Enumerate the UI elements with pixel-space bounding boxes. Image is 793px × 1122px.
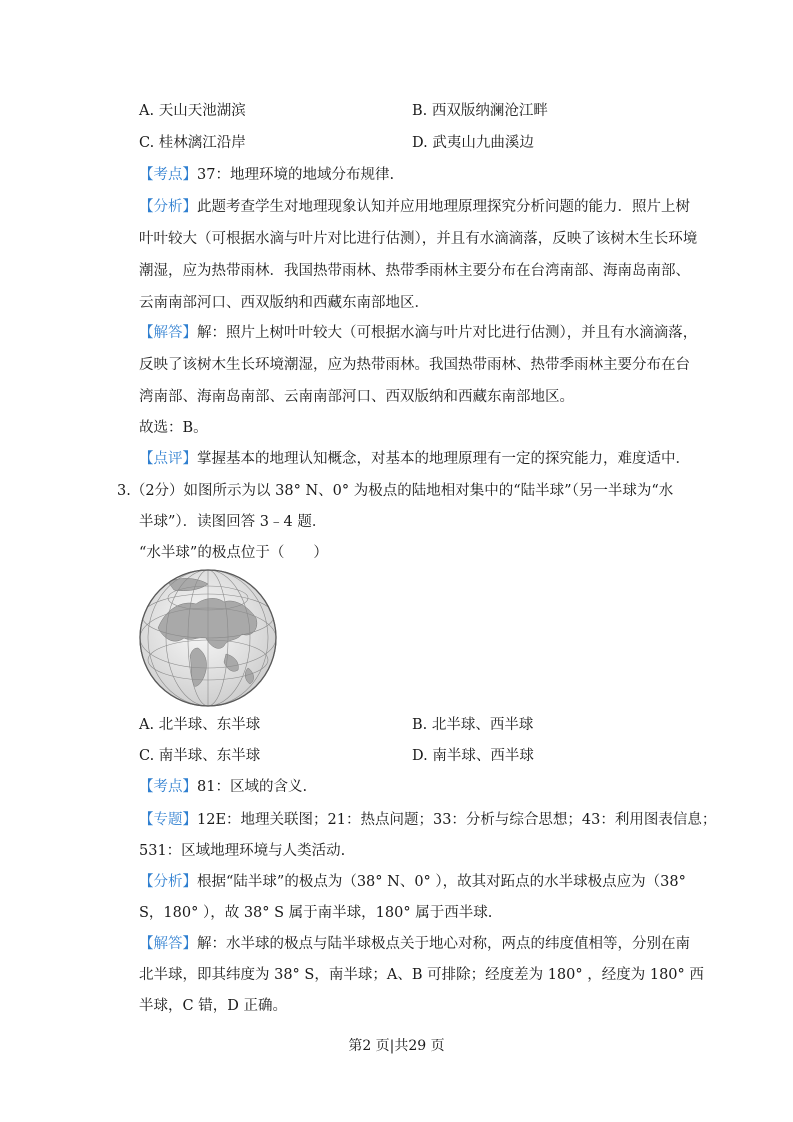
q3-option-d: D. 南半球、西半球 (412, 748, 534, 764)
jieda-tag: 【解答】 (139, 325, 197, 341)
globe-hemisphere-figure (138, 568, 278, 708)
q2-fenxi-line: 云南南部河口、西双版纳和西藏东南部地区． (139, 295, 429, 311)
dianping-tag: 【点评】 (139, 451, 197, 467)
kaodian-tag: 【考点】 (139, 167, 197, 183)
q2-jieda: 【解答】解：照片上树叶叶较大（可根据水滴与叶片对比进行估测），并且有水滴滴落， (139, 325, 698, 341)
q3-zhuanti-line: 531：区域地理环境与人类活动. (139, 843, 346, 859)
fenxi-tag: 【分析】 (139, 874, 197, 890)
zhuanti-tag: 【专题】 (139, 812, 197, 828)
q2-jieda-line: 反映了该树木生长环境潮湿，应为热带雨林。我国热带雨林、热带季雨林主要分布在台 (139, 357, 690, 373)
q2-answer: 故选：B。 (139, 420, 208, 436)
q3-option-c: C. 南半球、东半球 (139, 748, 261, 764)
q3-stem-line: 半球”）．读图回答 3﹣4 题． (139, 514, 327, 530)
q3-fenxi-line: S，180° ），故 38° S 属于南半球，180° 属于西半球. (139, 905, 493, 921)
q2-dianping: 【点评】掌握基本的地理认知概念，对基本的地理原理有一定的探究能力，难度适中． (139, 451, 690, 467)
q2-option-c: C. 桂林漓江沿岸 (139, 135, 246, 151)
jieda-tag: 【解答】 (139, 936, 197, 952)
q3-jieda-line: 北半球，即其纬度为 38° S，南半球；A、B 可排除；经度差为 180° ，经度为 180° 西 (139, 967, 704, 983)
q2-option-b: B. 西双版纳澜沧江畔 (412, 103, 548, 119)
fenxi-tag: 【分析】 (139, 199, 197, 215)
q3-fenxi: 【分析】根据“陆半球”的极点为（38° N、0° ），故其对跖点的水半球极点应为（38° (139, 874, 686, 890)
q2-kaodian: 【考点】37：地理环境的地域分布规律. (139, 167, 395, 183)
q2-fenxi-line: 叶叶较大（可根据水滴与叶片对比进行估测），并且有水滴滴落，反映了该树木生长环境 (139, 231, 698, 247)
q2-fenxi: 【分析】此题考查学生对地理现象认知并应用地理原理探究分析问题的能力．照片上树 (139, 199, 690, 215)
page-footer: 第2 页|共29 页 (348, 1038, 445, 1054)
q3-option-b: B. 北半球、西半球 (412, 717, 534, 733)
q3-jieda-line: 半球，C 错，D 正确。 (139, 998, 287, 1014)
q3-question: “水半球”的极点位于（ ） (139, 545, 328, 561)
q3-stem: 3.（2分）如图所示为以 38° N、0° 为极点的陆地相对集中的“陆半球”（另一半球为“水 (117, 483, 674, 499)
q2-fenxi-line: 潮湿，应为热带雨林．我国热带雨林、热带季雨林主要分布在台湾南部、海南岛南部、 (139, 263, 690, 279)
kaodian-tag: 【考点】 (139, 779, 197, 795)
q3-jieda: 【解答】解：水半球的极点与陆半球极点关于地心对称，两点的纬度值相等，分别在南 (139, 936, 690, 952)
q2-jieda-line: 湾南部、海南岛南部、云南南部河口、西双版纳和西藏东南部地区。 (139, 389, 574, 405)
q3-option-a: A. 北半球、东半球 (139, 717, 261, 733)
q3-zhuanti: 【专题】12E：地理关联图；21：热点问题；33：分析与综合思想；43：利用图表信息； (139, 812, 717, 828)
q2-option-a: A. 天山天池湖滨 (139, 103, 246, 119)
q3-kaodian: 【考点】81：区域的含义. (139, 779, 308, 795)
q2-option-d: D. 武夷山九曲溪边 (412, 135, 534, 151)
